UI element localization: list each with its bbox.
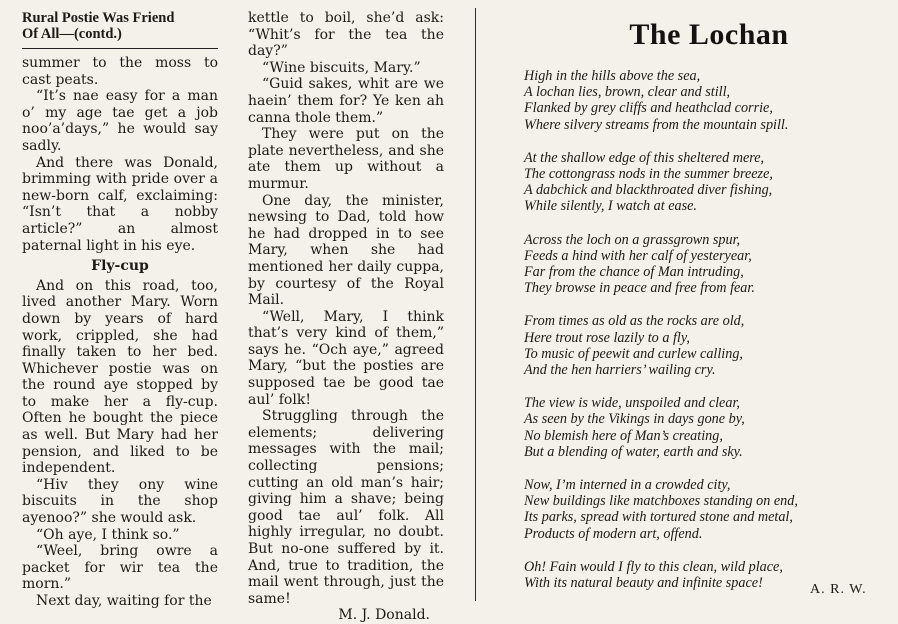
poem-line: Far from the chance of Man intruding, xyxy=(524,264,744,281)
poem-line: But a blending of water, earth and sky. xyxy=(524,443,743,460)
article-title-line-1: Rural Postie Was Friend xyxy=(22,10,175,26)
paragraph: kettle to boil, she’d ask: “Whit’s for the tea the day?” xyxy=(248,10,444,60)
subheading: Fly-cup xyxy=(91,258,149,275)
paragraph: And there was Donald, brimming with pride over a new-born calf, exclaiming: “Isn’t that a nobby article?” an almost paternal light in his eye. xyxy=(22,154,218,254)
poem-line: Feeds a hind with her calf of yesteryear, xyxy=(524,247,752,264)
poem-line: Flanked by grey cliffs and heathclad corrie, xyxy=(524,100,773,117)
poem-line: To music of peewit and curlew calling, xyxy=(524,345,743,362)
paragraph: They were put on the plate nevertheless, and she ate them up without a murmur. xyxy=(248,126,444,192)
poem-line: From times as old as the rocks are old, xyxy=(524,313,745,330)
poem-line: A lochan lies, brown, clear and still, xyxy=(524,84,731,101)
poem-line: While silently, I watch at ease. xyxy=(524,198,697,215)
poem-line: Oh! Fain would I fly to this clean, wild place, xyxy=(524,558,783,575)
paragraph: summer to the moss to cast peats. xyxy=(22,55,218,88)
poem-line: No blemish here of Man’s creating, xyxy=(524,427,723,444)
poem-line: Across the loch on a grassgrown spur, xyxy=(524,231,741,248)
poem-line: They browse in peace and free from fear. xyxy=(524,280,755,297)
poem-line: As seen by the Vikings in days gone by, xyxy=(524,411,745,428)
poem xyxy=(524,10,884,608)
poem-line: New buildings like matchboxes standing on end, xyxy=(524,493,798,510)
poem-line: Its parks, spread with tortured stone and metal, xyxy=(524,509,793,526)
author-signature: M. J. Donald. xyxy=(338,607,430,624)
paragraph: Struggling through the elements; delivering messages with the mail; collecting pensions; cutting an old man’s hair; giving him a shave; being good tae aul’ folk. All highly irregular, no doubt. But no-one suffered by it. And, true to tradition, the mail went through, just the same! xyxy=(248,408,444,607)
poem-line: With its natural beauty and infinite space! xyxy=(524,575,763,592)
article-column-1 xyxy=(22,10,218,610)
poem-line: And the hen harriers’ wailing cry. xyxy=(524,362,716,379)
poem-line: The view is wide, unspoiled and clear, xyxy=(524,395,740,412)
poem-line: Where silvery streams from the mountain spill. xyxy=(524,116,789,133)
paragraph: “It’s nae easy for a man o’ my age tae get a job noo’a’days,” he would say sadly. xyxy=(22,88,218,154)
stanza xyxy=(524,150,884,215)
paragraph: And on this road, too, lived another Mary. Worn down by years of hard work, crippled, she had finally taken to her bed. Whichever postie was on the round aye stopped by to make her a fly-cup. Often he bought the piece as well. But Mary had her pension, and liked to be independent. xyxy=(22,277,218,477)
article-title xyxy=(22,10,218,42)
paragraph: Next day, waiting for the xyxy=(36,593,212,609)
paragraph: One day, the minister, newsing to Dad, told how he had dropped in to see Mary, when she had mentioned her daily cuppa, by courtesy of the Royal Mail. xyxy=(248,192,444,309)
paragraph: “Weel, bring owre a packet for wir tea the morn.” xyxy=(22,543,218,593)
poem-line: Here trout rose lazily to a fly, xyxy=(524,329,690,346)
column-divider xyxy=(475,8,476,601)
paragraph: “Guid sakes, whit are we haein’ them for? Ye ken ah canna thole them.” xyxy=(248,76,444,126)
poem-line: Now, I’m interned in a crowded city, xyxy=(524,477,731,494)
poem-line: A dabchick and blackthroated diver fishing, xyxy=(524,182,773,199)
stanza xyxy=(524,313,884,378)
poem-line: The cottongrass nods in the summer breeze, xyxy=(524,166,773,183)
stanza xyxy=(524,232,884,297)
paragraph: “Oh aye, I think so.” xyxy=(36,526,180,543)
poem-line: High in the hills above the sea, xyxy=(524,68,701,84)
poem-line: Products of modern art, offend. xyxy=(524,525,703,542)
stanza xyxy=(524,68,884,133)
stanza xyxy=(524,395,884,460)
poem-title: The Lochan xyxy=(629,18,789,51)
title-rule xyxy=(22,48,218,49)
paragraph: “Well, Mary, I think that’s very kind of them,” says he. “Och aye,” agreed Mary, “but the posties are supposed tae be good tae aul’ folk! xyxy=(248,308,444,408)
poem-author-initials: A. R. W. xyxy=(810,582,867,597)
paragraph: “Wine biscuits, Mary.” xyxy=(262,59,421,76)
stanza xyxy=(524,477,884,542)
paragraph: “Hiv they ony wine biscuits in the shop ayenoo?” she would ask. xyxy=(22,476,218,527)
article-column-2 xyxy=(248,10,444,624)
poem-line: At the shallow edge of this sheltered mere, xyxy=(524,149,765,166)
article-title-line-2: Of All—(contd.) xyxy=(22,26,122,42)
